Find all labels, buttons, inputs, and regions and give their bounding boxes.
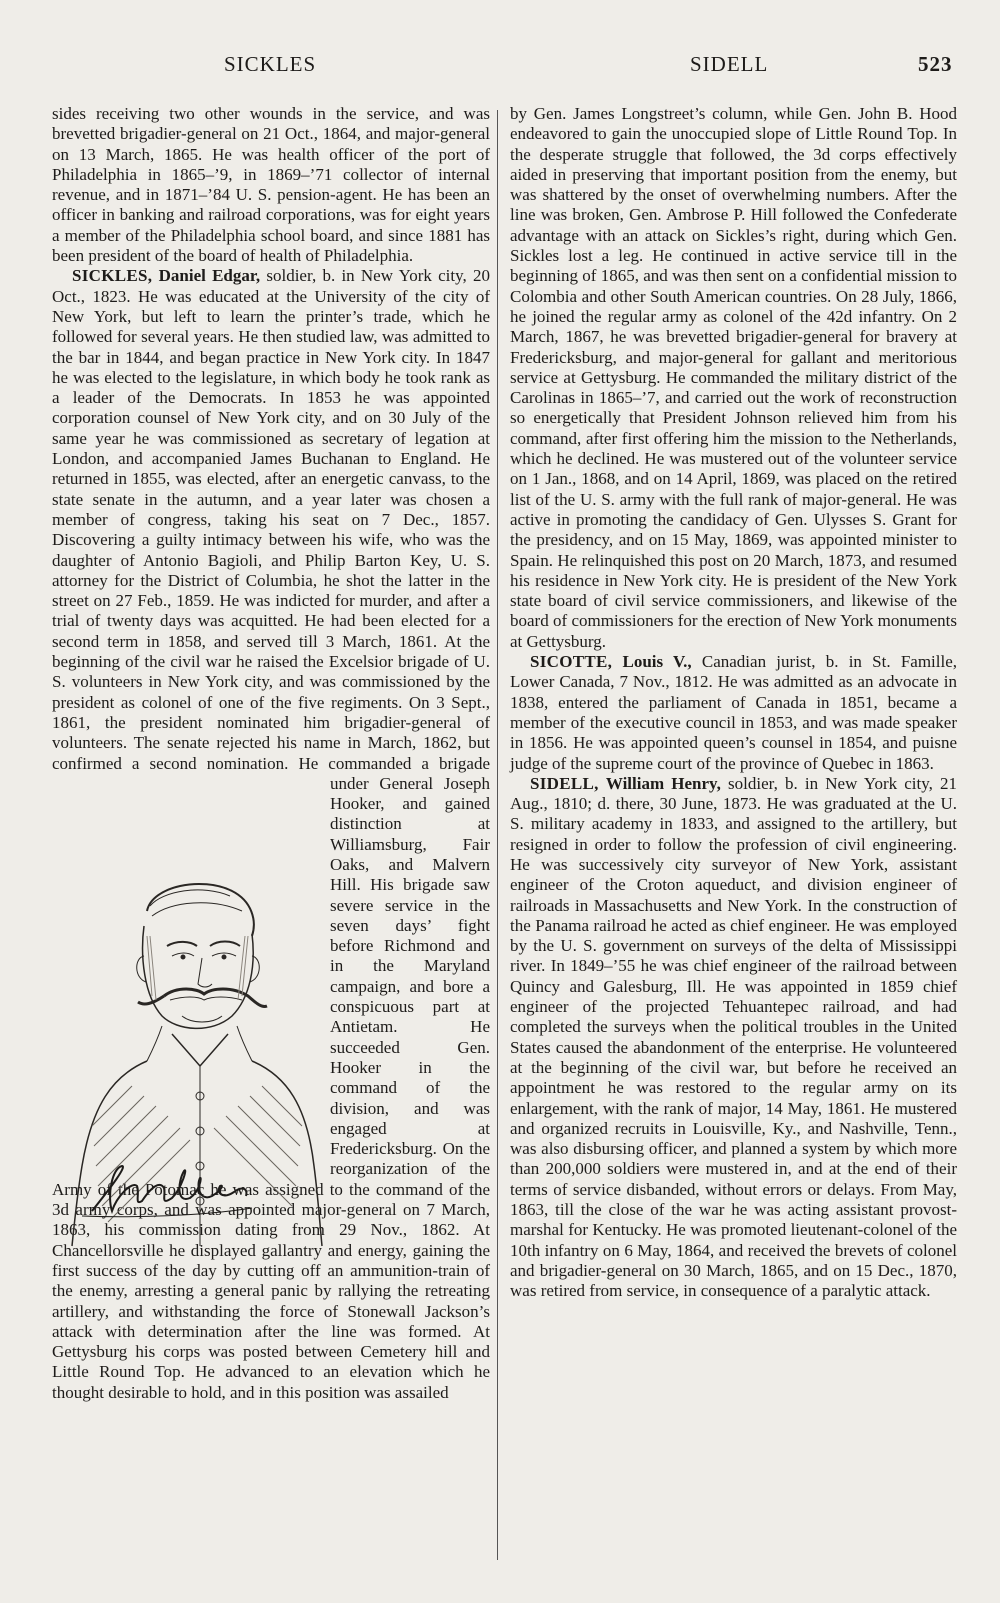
- entry-given-name: Louis V.,: [622, 652, 692, 672]
- right-column: [510, 104, 957, 1302]
- column-divider: [497, 110, 498, 1560]
- portrait-engraving: [52, 866, 327, 1276]
- continued-paragraph: sides receiving two other wounds in the service, and was brevetted brigadier-general on 21 Oct., 1864, and major-general on 13 March, 1865. He was health officer of the port of Philadelphia in 1865–’9, in 1869–’71 collector of internal revenue, and in 1871–’84 U. S. pension-agent. He has been an officer in banking and railroad corporations, was for eight years a member of the Philadelphia school board, and since 1881 has been president of the board of health of Philadelphia.: [52, 104, 490, 266]
- entry-text: soldier, b. in New York city, 21 Aug., 1810; d. there, 30 June, 1873. He was graduated at the U. S. military academy in 1833, and assigned to the artillery, but resigned in order to follow the profession of civil engineering. He was successively city surveyor of New York, assistant engineer of the Croton aqueduct, and division engineer of railroads in Massachusetts and New York. In the construction of the Panama railroad he acted as chief engineer. He was employed by the U. S. government on surveys of the delta of Mississippi river. In 1849–’55 he was chief engineer of the railroad between Quincy and Galesburg, Ill. He was appointed in 1859 chief engineer of the projected Tehuantepec railroad, and had completed the surveys when the political troubles in the United States caused the abandonment of the enterprise. He volunteered at the beginning of the civil war, but before he received an appointment he was restored to the regular army on its enlargement, with the rank of major, 14 May, 1861. He mustered and organized recruits in Louisville, Ky., and Nashville, Tenn., was also disbursing officer, and planned a system by which more than 200,000 soldiers were mustered in, and at the end of their terms of service disbanded, without errors or delays. From May, 1863, till the close of the war he was acting assistant provost-marshal for Kentucky. He was promoted lieutenant-colonel of the 10th infantry on 6 May, 1864, and received the brevets of colonel and brigadier-general on 30 March, 1865, and on 15 Dec., 1870, was retired from service, in consequence of a paralytic attack.: [510, 773, 958, 1301]
- entry-surname: SIDELL,: [530, 773, 599, 793]
- entry-surname: SICKLES,: [72, 266, 153, 286]
- signature: [82, 1166, 252, 1217]
- running-header: [0, 52, 1000, 82]
- entry-sidell: [510, 774, 957, 1302]
- header-left-guide-word: SICKLES: [224, 52, 317, 76]
- header-right-guide-word: SIDELL: [690, 52, 769, 76]
- entry-text-part1: soldier, b. in New York city, 20 Oct., 1823. He was educated at the University of the city of New York, but left to learn the printer’s trade, which he followed for several years. He then studied law, was admitted to the bar in 1844, and began practice in New York city. In 1847 he was elected to the legislature, in which body he took rank as a leader of the Democrats. In 1853 he was appointed corporation counsel of New York city, and on 30 July of the same year he was commissioned as secretary of legation at London, and accompanied James Buchanan to England. He returned in 1855, was elected, after an energetic canvass, to the state senate in the autumn, and a year later was chosen a member of congress, taking his seat on 7 Dec., 1857. Discovering a guilty intimacy between his wife, who was the daughter of Antonio Bagioli, and Philip Barton Key, U. S. attorney for the District of Columbia, he shot the latter in the street on 27 Feb., 1859. He was indicted for murder, and after a trial of twenty days was acquitted. He had been elected for a second term in 1858, and served till 3 March, 1861. At the beginning of the civil war he raised the Excelsior brigade of U. S. volunteers in New York city, and was commissioned by the president as colonel of one of the five regiments. On 3 Sept., 1861, the president nominated him brigadier-general of volunteers. The senate rejected his name in March, 1862, but confirmed a second nomination.: [52, 266, 490, 773]
- continued-paragraph: by Gen. James Longstreet’s column, while Gen. John B. Hood endeavored to gain the unoccupied slope of Little Round Top. In the desperate struggle that followed, the 3d corps effectively aided in preserving that important position from the enemy, but was shattered by the onset of overwhelming numbers. After the line was broken, Gen. Ambrose P. Hill followed the Confederate advantage with an attack on Sickles’s right, during which Gen. Sickles lost a leg. He continued in active service till in the beginning of 1865, and was then sent on a confidential mission to Colombia and other South American countries. On 28 July, 1866, he joined the regular army as colonel of the 42d infantry. On 2 March, 1867, he was brevetted brigadier-general for bravery at Fredericksburg, and major-general for gallant and meritorious service at Gettysburg. He commanded the military district of the Carolinas in 1865–’7, and carried out the work of reconstruction so energetically that President Johnson relieved him from his command, after first offering him the mission to the Netherlands, which he declined. He was mustered out of the volunteer service on 1 Jan., 1868, and on 14 April, 1869, was placed on the retired list of the U. S. army with the full rank of major-general. He was active in promoting the candidacy of Gen. Ulysses S. Grant for the presidency, and on 15 May, 1869, was appointed minister to Spain. He relinquished this post on 20 March, 1873, and resumed his residence in New York city. He is president of the New York state board of civil service commissioners, and likewise of the board of commissioners for the erection of New York monuments at Gettysburg.: [510, 104, 957, 651]
- page-number: 523: [918, 52, 953, 76]
- entry-given-name: William Henry,: [605, 773, 721, 793]
- entry-surname: SICOTTE,: [530, 652, 613, 672]
- entry-given-name: Daniel Edgar,: [158, 266, 261, 286]
- entry-text: Canadian jurist, b. in St. Famille, Lower Canada, 7 Nov., 1812. He was admitted as an advocate in 1838, entered the parliament of Canada in 1851, became a member of the executive council in 1853, and was made speaker in 1856. He was appointed queen’s counsel in 1854, and puisne judge of the supreme court of the province of Quebec in 1863.: [510, 652, 958, 773]
- entry-text-part2: He commanded a brigade under General Joseph Hooker, and gained distinction at Williamsburg, Fair Oaks, and Malvern Hill. His brigade saw severe service in the seven days’ fight before Richmond and in the Maryland campaign, and bore a conspicuous part at Antietam. He succeeded Gen. Hooker in the command of the division, and was engaged at Fredericksburg. On the reorganization of the Army of the Potomac he was assigned to the command of the 3d army corps, and was appointed major-general on 7 March, 1863, his commission dating from 29 Nov., 1862. At Chancellorsville he displayed gallantry and energy, gaining the first success of the day by cutting off an ammunition-train of the enemy, arresting a general panic by rallying the retreating artillery, and withstanding the force of Stonewall Jackson’s attack with determination after the line was formed. At Gettysburg his corps was posted between Cemetery hill and Little Round Top. He advanced to an elevation which he thought desirable to hold, and in this position was assailed: [52, 753, 490, 1402]
- portrait-image: [52, 866, 327, 1276]
- entry-sicotte: [510, 652, 957, 774]
